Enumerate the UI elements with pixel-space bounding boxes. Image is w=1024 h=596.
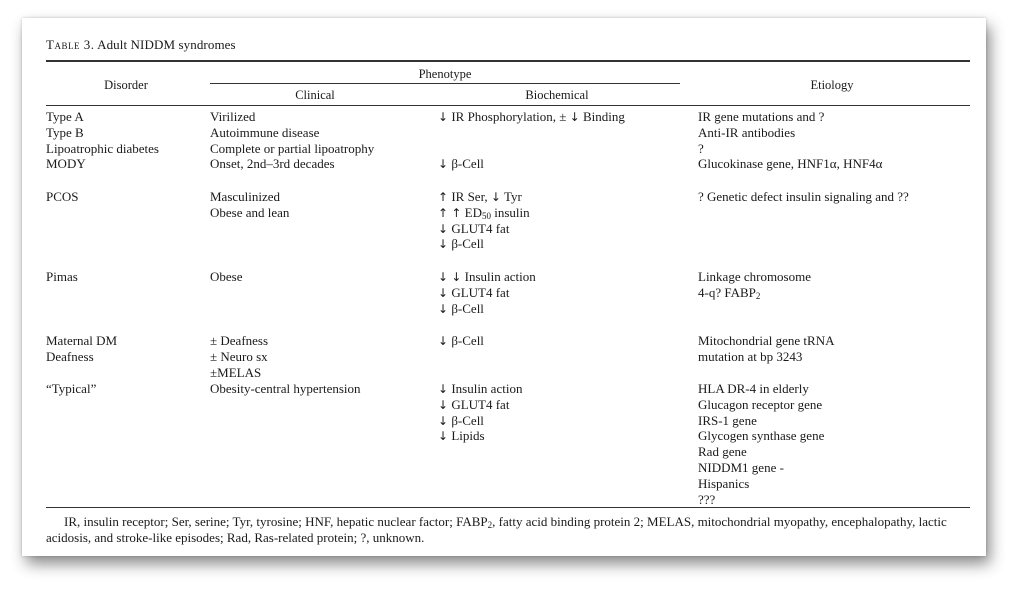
etiology-cell: Glycogen synthase gene <box>698 428 825 444</box>
table-footnote: IR, insulin receptor; Ser, serine; Tyr, tyrosine; HNF, hepatic nuclear factor; $FABP_2$, fatty acid binding protein 2; MELAS, mitochondrial myopathy, encephalopathy, lactic acidosis, and stroke-like episodes; Rad, Ras-related protein; ?, unknown. <box>46 514 947 545</box>
document-page <box>22 18 986 556</box>
clinical-cell: Onset, 2nd–3rd decades <box>210 156 335 172</box>
clinical-cell: ± Neuro sx <box>210 348 268 364</box>
etiology-cell: NIDDM1 gene - <box>698 460 784 475</box>
disorder-cell: Lipoatrophic diabetes <box>46 140 159 156</box>
clinical-cell: Masculinized <box>210 189 281 204</box>
biochemical-cell: ↓ β-Cell <box>438 333 484 348</box>
header-phenotype: Phenotype <box>418 67 472 81</box>
biochemical-cell: ↓ β-Cell <box>438 412 484 428</box>
etiology-cell: HLA DR-4 in elderly <box>698 381 809 396</box>
clinical-cell: Obesity-central hypertension <box>210 381 361 396</box>
disorder-cell: PCOS <box>46 189 79 204</box>
biochemical-cell: ↓ β-Cell <box>438 300 484 316</box>
etiology-cell: Rad gene <box>698 444 747 460</box>
biochemical-cell: ↓ Insulin action <box>438 381 523 396</box>
disorder-cell: Type B <box>46 124 84 140</box>
biochemical-cell: ↓ GLUT4 fat <box>438 284 510 300</box>
biochemical-cell: ↓ IR Phosphorylation, ± ↓ Binding <box>438 109 625 124</box>
disorder-cell: MODY <box>46 156 86 172</box>
table-caption: Adult NIDDM syndromes <box>97 37 236 52</box>
etiology-cell: ??? <box>698 491 716 507</box>
biochemical-cell: ↓ β-Cell <box>438 156 484 172</box>
disorder-cell: “Typical” <box>46 381 97 396</box>
etiology-cell: 4-q? $FABP_2$ <box>698 284 761 301</box>
disorder-cell: Maternal DM <box>46 333 118 348</box>
table-number: Table 3. <box>46 37 95 52</box>
header-clinical: Clinical <box>295 88 335 102</box>
etiology-cell: Anti-IR antibodies <box>698 124 796 140</box>
header-etiology: Etiology <box>810 78 854 92</box>
clinical-cell: Virilized <box>210 109 256 124</box>
disorder-cell: Pimas <box>46 269 78 284</box>
etiology-cell: Glucokinase gene, HNF1α, HNF4α <box>698 156 883 172</box>
clinical-cell: ±MELAS <box>210 364 262 380</box>
etiology-cell: ? <box>698 140 704 156</box>
biochemical-cell: ↓ GLUT4 fat <box>438 396 510 412</box>
biochemical-cell: ↑ ↑ $ED_{50}$ insulin <box>438 204 530 221</box>
etiology-cell: Hispanics <box>698 475 750 491</box>
phenotype-rule <box>210 83 680 84</box>
bottom-rule <box>46 507 970 508</box>
biochemical-cell: ↓ Lipids <box>438 428 485 444</box>
clinical-cell: Complete or partial lipoatrophy <box>210 140 375 156</box>
etiology-cell: Mitochondrial gene tRNA <box>698 333 835 348</box>
etiology-cell: mutation at bp 3243 <box>698 348 803 364</box>
table-title <box>46 37 236 53</box>
etiology-cell: Linkage chromosome <box>698 269 811 284</box>
clinical-cell: Obese and lean <box>210 204 290 220</box>
biochemical-cell: ↑ IR Ser, ↓ Tyr <box>438 189 522 204</box>
etiology-cell: Glucagon receptor gene <box>698 396 823 412</box>
clinical-cell: ± Deafness <box>210 333 269 348</box>
disorder-cell: Type A <box>46 109 84 124</box>
top-rule <box>46 60 970 62</box>
etiology-cell: ? Genetic defect insulin signaling and ?? <box>698 189 909 204</box>
etiology-cell: IRS-1 gene <box>698 412 757 428</box>
clinical-cell: Obese <box>210 269 243 284</box>
disorder-cell: Deafness <box>46 348 94 364</box>
header-biochemical: Biochemical <box>525 88 589 102</box>
clinical-cell: Autoimmune disease <box>210 124 320 140</box>
header-disorder: Disorder <box>104 78 148 92</box>
biochemical-cell: ↓ GLUT4 fat <box>438 220 510 236</box>
etiology-cell: IR gene mutations and ? <box>698 109 825 124</box>
biochemical-cell: ↓ β-Cell <box>438 236 484 252</box>
biochemical-cell: ↓ ↓ Insulin action <box>438 269 536 284</box>
header-rule <box>46 105 970 106</box>
